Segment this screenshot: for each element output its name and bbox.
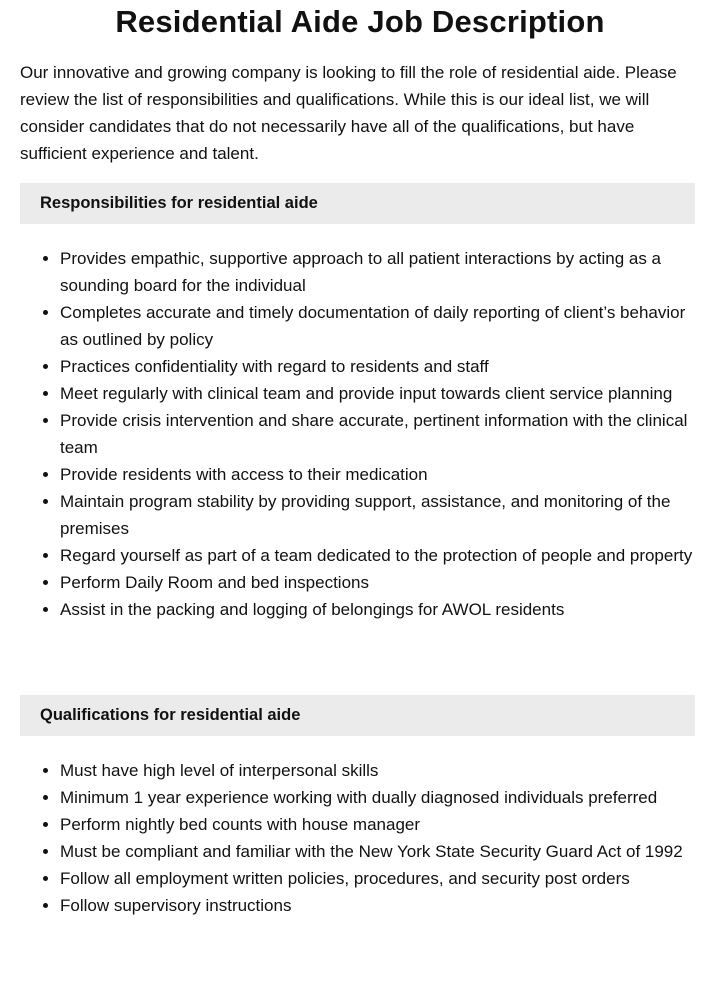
list-item: • Perform Daily Room and bed inspections xyxy=(60,569,695,596)
list-item: • Follow supervisory instructions xyxy=(60,892,695,919)
qualifications-list xyxy=(20,757,695,919)
list-item: • Must have high level of interpersonal skills xyxy=(60,757,695,784)
list-item: • Regard yourself as part of a team dedicated to the protection of people and property xyxy=(60,542,695,569)
list-item: • Minimum 1 year experience working with dually diagnosed individuals preferred xyxy=(60,784,695,811)
responsibilities-heading: Responsibilities for residential aide xyxy=(40,194,318,212)
list-item: • Assist in the packing and logging of belongings for AWOL residents xyxy=(60,596,695,623)
qualifications-heading: Qualifications for residential aide xyxy=(40,706,301,724)
intro-paragraph: Our innovative and growing company is looking to fill the role of residential aide. Please review the list of responsibilities and qualifications. While this is our ideal list, we will consider candidates that do not necessarily have all of the qualifications, but have sufficient experience and talent. xyxy=(20,63,677,163)
list-item: • Perform nightly bed counts with house manager xyxy=(60,811,695,838)
qualifications-header xyxy=(20,695,695,736)
list-item: • Must be compliant and familiar with the New York State Security Guard Act of 1992 xyxy=(60,838,695,865)
list-item: • Provides empathic, supportive approach to all patient interactions by acting as a sounding board for the individual xyxy=(60,245,695,299)
responsibilities-header xyxy=(20,183,695,224)
list-item: • Meet regularly with clinical team and provide input towards client service planning xyxy=(60,380,695,407)
list-item: • Completes accurate and timely documentation of daily reporting of client’s behavior as outlined by policy xyxy=(60,299,695,353)
list-item: • Provide residents with access to their medication xyxy=(60,461,695,488)
responsibilities-list xyxy=(20,245,695,623)
list-item: • Practices confidentiality with regard to residents and staff xyxy=(60,353,695,380)
list-item: • Provide crisis intervention and share accurate, pertinent information with the clinical team xyxy=(60,407,695,461)
list-item: • Maintain program stability by providing support, assistance, and monitoring of the premises xyxy=(60,488,695,542)
list-item: • Follow all employment written policies, procedures, and security post orders xyxy=(60,865,695,892)
page-title: Residential Aide Job Description xyxy=(115,4,605,39)
